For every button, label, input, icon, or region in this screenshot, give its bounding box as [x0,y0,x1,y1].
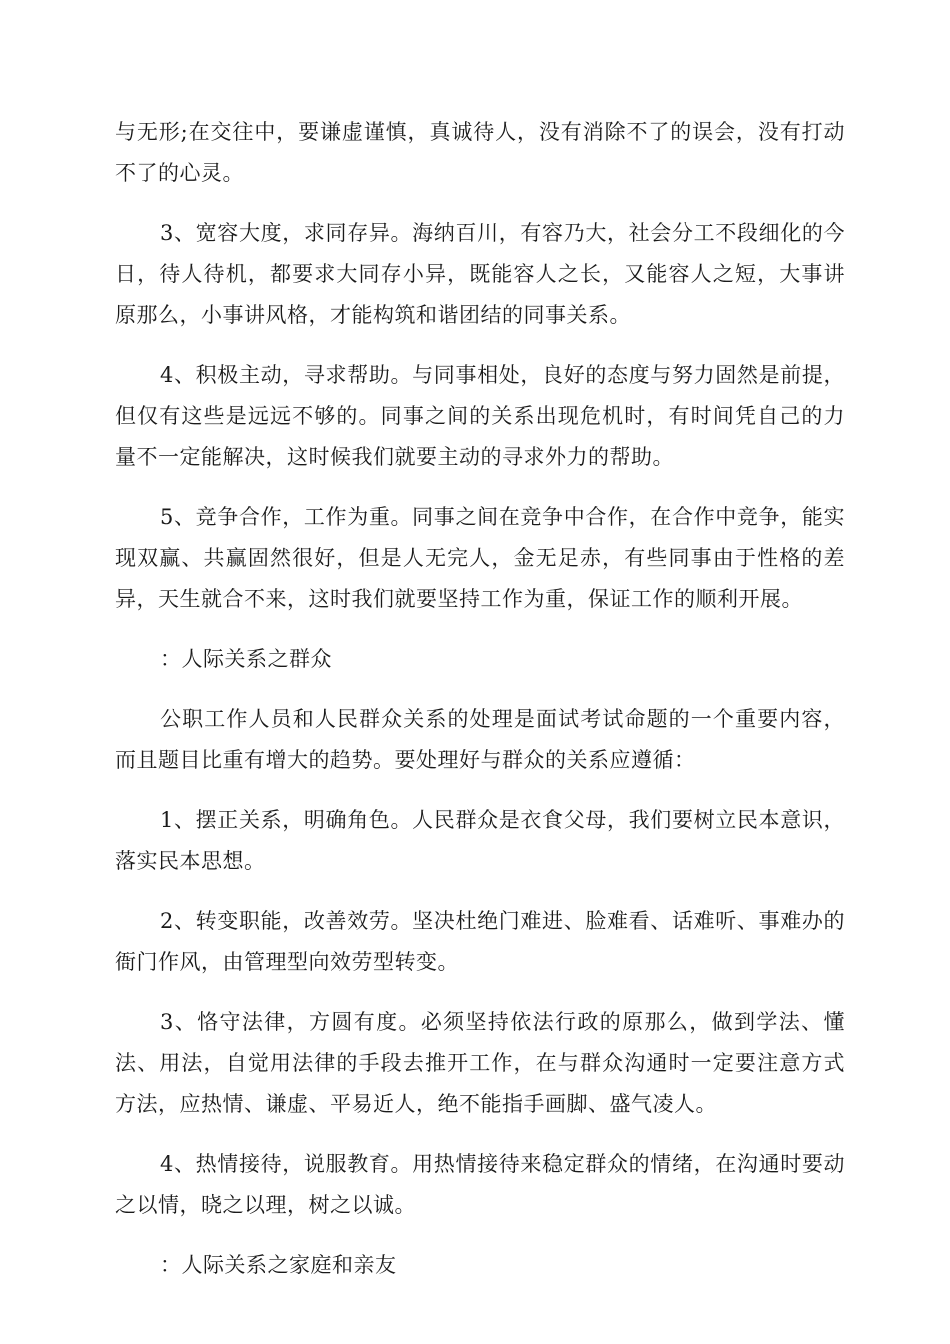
paragraph-continuation: 与无形;在交往中，要谦虚谨慎，真诚待人，没有消除不了的误会，没有打动不了的心灵。 [115,120,845,185]
paragraph-tolerance: 3、宽容大度，求同存异。海纳百川，有容乃大，社会分工不段细化的今日，待人待机，都要求大同存小异，既能容人之长，又能容人之短，大事讲原那么，小事讲风格，才能构筑和谐团结的同事关系。 [115,221,845,327]
section-heading-masses: ：人际关系之群众 [160,647,332,671]
paragraph-correct-relationship: 1、摆正关系，明确角色。人民群众是衣食父母，我们要树立民本意识，落实民本思想。 [115,808,845,873]
document-body [115,112,845,1305]
paragraph-masses-intro: 公职工作人员和人民群众关系的处理是面试考试命题的一个重要内容，而且题目比重有增大的趋势。要处理好与群众的关系应遵循： [115,707,845,772]
paragraph-warm-reception: 4、热情接待，说服教育。用热情接待来稳定群众的情绪，在沟通时要动之以情，晓之以理，树之以诚。 [115,1152,845,1217]
paragraph-seek-help: 4、积极主动，寻求帮助。与同事相处，良好的态度与努力固然是前提，但仅有这些是远远不够的。同事之间的关系出现危机时，有时间凭自己的力量不一定能解决，这时候我们就要主动的寻求外力的帮助。 [115,363,845,469]
paragraph-competition-cooperation: 5、竞争合作，工作为重。同事之间在竞争中合作，在合作中竞争，能实现双赢、共赢固然很好，但是人无完人，金无足赤，有些同事由于性格的差异，天生就合不来，这时我们就要坚持工作为重，保证工作的顺利开展。 [115,505,845,611]
paragraph-transform-functions: 2、转变职能，改善效劳。坚决杜绝门难进、脸难看、话难听、事难办的衙门作风，由管理型向效劳型转变。 [115,909,845,974]
section-heading-family: ：人际关系之家庭和亲友 [160,1253,397,1277]
paragraph-abide-law: 3、恪守法律，方圆有度。必须坚持依法行政的原那么，做到学法、懂法、用法，自觉用法律的手段去推开工作，在与群众沟通时一定要注意方式方法，应热情、谦虚、平易近人，绝不能指手画脚、盛气凌人。 [115,1010,845,1116]
